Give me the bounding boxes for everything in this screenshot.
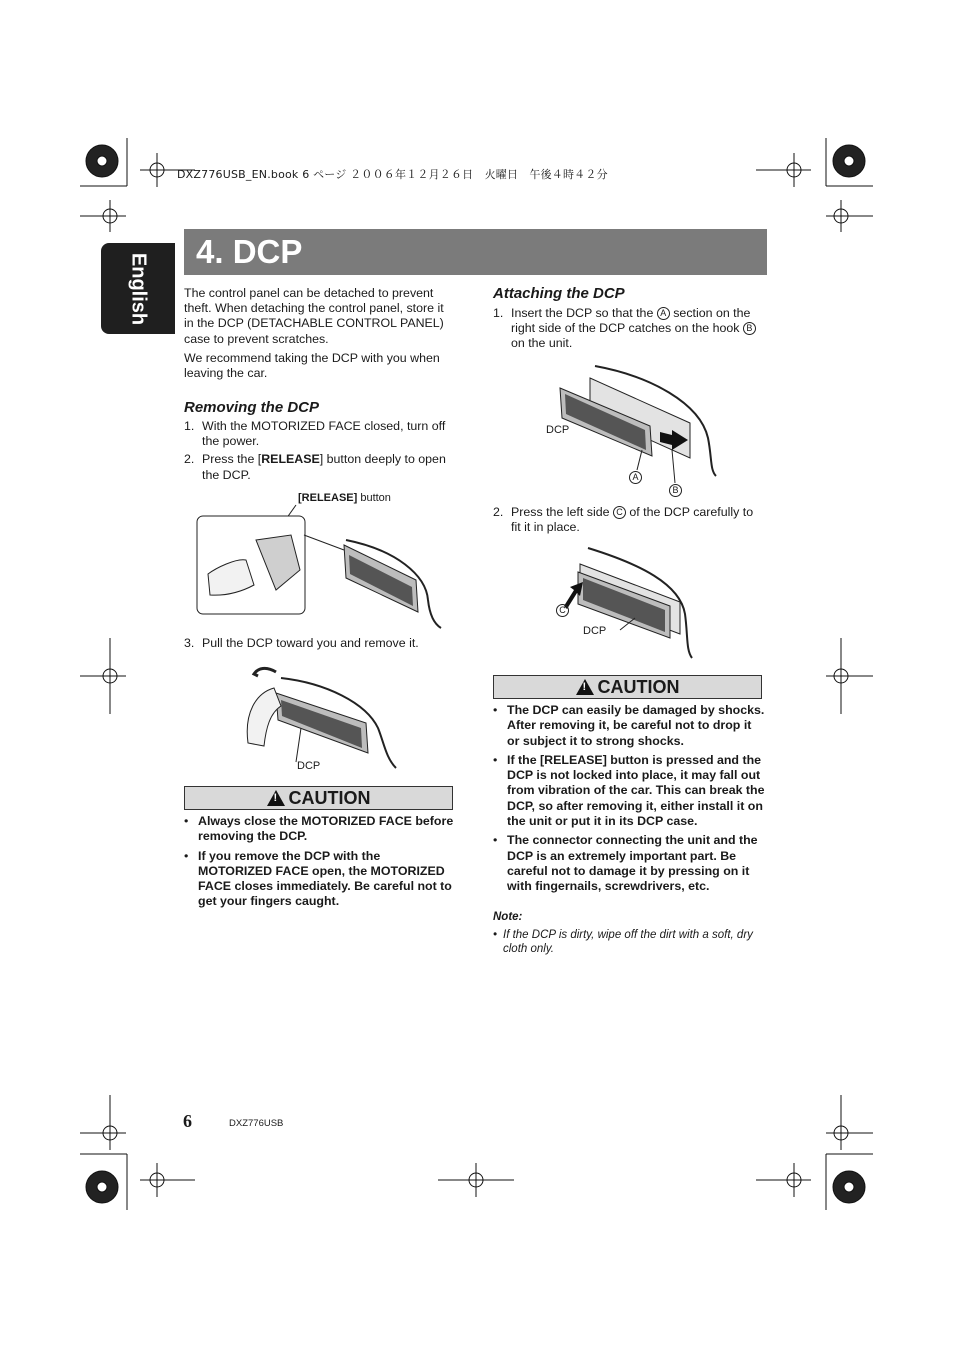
marker-b-icon: B [743, 322, 756, 335]
note-text: • If the DCP is dirty, wipe off the dirt with a soft, dry cloth only. [493, 928, 775, 956]
list-item: 1. Insert the DCP so that the A section on the right side of the DCP catches on the hook B on the unit. [493, 306, 765, 352]
pull-dcp-illustration [236, 658, 406, 773]
marker-c-icon: C [556, 604, 569, 617]
list-item: 1. With the MOTORIZED FACE closed, turn off the power. [184, 419, 446, 449]
release-button-callout: [RELEASE] button [298, 492, 391, 504]
section-title-bar [184, 229, 767, 275]
marker-a-icon: A [629, 471, 642, 484]
caution-header: !CAUTION [493, 675, 762, 699]
language-tab-label: English [127, 252, 150, 325]
list-item: • If the [RELEASE] button is pressed and the DCP is not locked into place, it may fall out from vibration of the car. This can break the DCP, so after removing it, either install it on the unit or put it in its DCP case. [493, 753, 765, 829]
removing-steps-continued [184, 636, 456, 654]
model-name: DXZ776USB [229, 1118, 284, 1129]
list-item: • The connector connecting the unit and the DCP is an extremely important part. Be careful not to damage it by pressing on it with fingernails, screwdrivers, etc. [493, 833, 765, 894]
print-header: DXZ776USB_EN.book 6 ページ ２００６年１２月２６日 火曜日 午後４時４２分 [177, 168, 608, 181]
marker-c-icon: C [613, 506, 626, 519]
note-heading: Note: [493, 911, 523, 923]
caution-list [493, 703, 765, 899]
dcp-callout: DCP [583, 625, 607, 637]
warning-triangle-icon [576, 679, 594, 695]
registration-sunburst-icon [86, 145, 118, 177]
list-item: 2. Press the left side C of the DCP carefully to fit it in place. [493, 505, 754, 535]
intro-paragraph: We recommend taking the DCP with you when leaving the car. [184, 350, 440, 381]
list-item: • The DCP can easily be damaged by shocks. After removing it, be careful not to drop it or subject it to strong shocks. [493, 703, 765, 749]
warning-triangle-icon [267, 790, 285, 806]
registration-sunburst-icon [86, 1171, 118, 1203]
attaching-heading: Attaching the DCP [493, 285, 625, 302]
caution-header: !CAUTION [184, 786, 453, 810]
dcp-callout: DCP [546, 424, 570, 436]
attaching-steps-continued [493, 505, 765, 538]
intro-paragraph: The control panel can be detached to prevent theft. When detaching the control panel, store it in the DCP (DETACHABLE CONTROL PANEL) case to prevent scratches. [184, 286, 444, 346]
language-tab [101, 243, 175, 334]
marker-b-icon: B [669, 484, 682, 497]
list-item: 2. Press the [RELEASE] button deeply to open the DCP. [184, 452, 446, 482]
registration-sunburst-icon [833, 1171, 865, 1203]
list-item: 3. Pull the DCP toward you and remove it. [184, 636, 419, 650]
removing-heading: Removing the DCP [184, 399, 320, 416]
list-item: • Always close the MOTORIZED FACE before removing the DCP. [184, 814, 456, 845]
page-title: 4. DCP [196, 233, 303, 270]
page-number: 6 [183, 1111, 192, 1131]
registration-sunburst-icon [833, 145, 865, 177]
list-item: • If you remove the DCP with the MOTORIZED FACE open, the MOTORIZED FACE closes immediately. Be careful not to get your fingers caught. [184, 849, 456, 910]
left-column [184, 286, 456, 385]
press-dcp-illustration [550, 544, 700, 664]
dcp-callout: DCP [297, 760, 321, 772]
attaching-steps [493, 306, 765, 355]
release-button-illustration [196, 500, 446, 640]
caution-list [184, 814, 456, 914]
marker-a-icon: A [657, 307, 670, 320]
removing-steps [184, 419, 456, 486]
